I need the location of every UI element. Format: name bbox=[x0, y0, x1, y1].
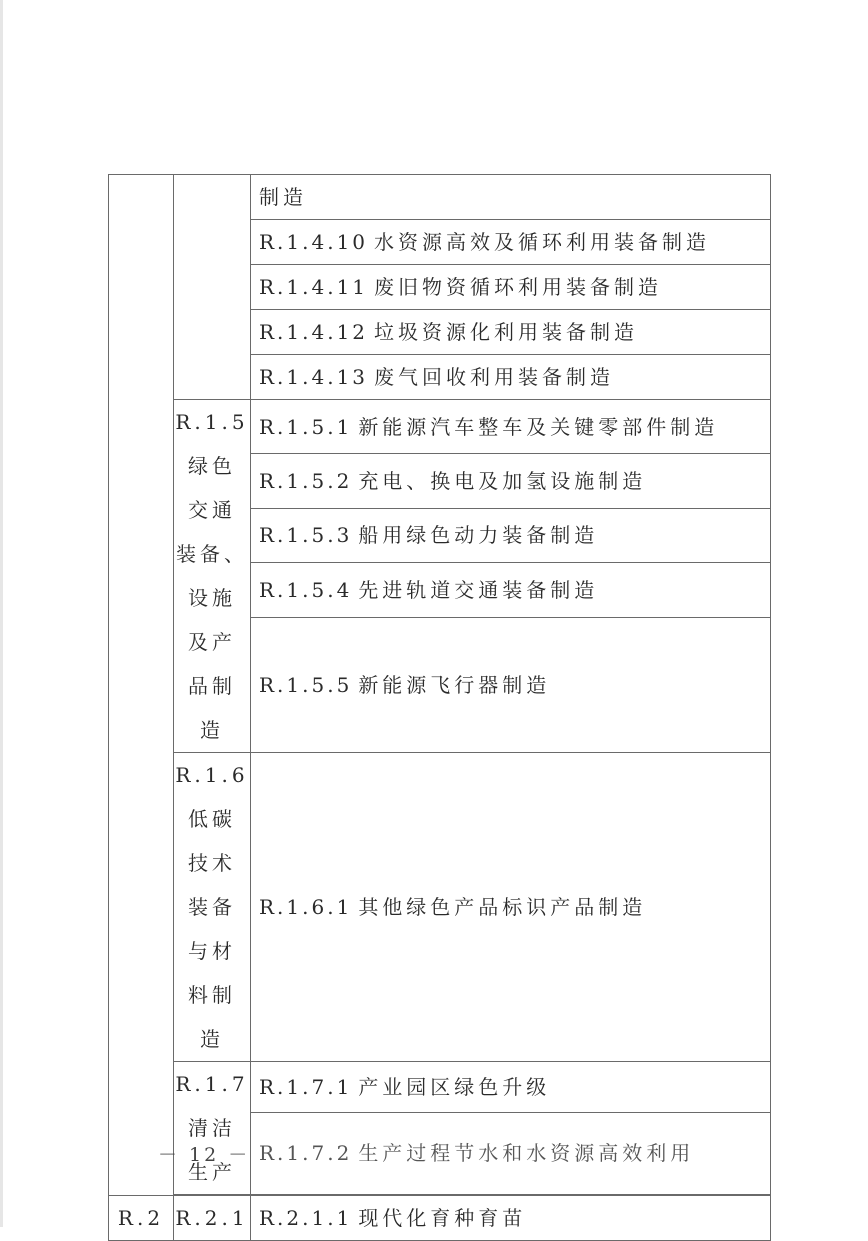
page-edge-shadow bbox=[0, 0, 3, 1227]
item-text: 现代化育种育苗 bbox=[358, 1206, 527, 1230]
level2-cell-r21 bbox=[174, 1196, 251, 1241]
item-code: R.1.4.12 bbox=[259, 320, 369, 344]
group-label-line: 品制 bbox=[188, 674, 236, 698]
item-code: R.1.4.10 bbox=[259, 230, 369, 254]
group-label-line: R.1.7 bbox=[175, 1072, 249, 1096]
item-cell bbox=[251, 220, 771, 265]
item-text: 废旧物资循环利用装备制造 bbox=[374, 275, 663, 299]
item-code: R.1.5.5 bbox=[259, 672, 353, 697]
group-label-line: 装备 bbox=[188, 895, 236, 919]
item-cell bbox=[251, 175, 771, 220]
item-cell bbox=[251, 563, 771, 617]
item-cell bbox=[251, 753, 771, 1062]
group-label-line: 交通 bbox=[188, 498, 236, 522]
level1-code: R.2 bbox=[117, 1206, 165, 1230]
item-code: R.2.1.1 bbox=[259, 1206, 353, 1230]
item-cell bbox=[251, 508, 771, 562]
group-label-line: 低碳 bbox=[188, 807, 236, 831]
table-row bbox=[109, 1062, 771, 1113]
item-code: R.1.7.2 bbox=[259, 1141, 353, 1166]
level2-code: R.2.1 bbox=[175, 1206, 249, 1230]
item-cell bbox=[251, 265, 771, 310]
item-cell bbox=[251, 454, 771, 508]
item-cell bbox=[251, 1112, 771, 1194]
table-row bbox=[109, 753, 771, 1062]
classification-table bbox=[108, 174, 771, 1241]
level2-cell-r15 bbox=[174, 400, 251, 753]
item-code: R.1.4.11 bbox=[259, 275, 369, 299]
item-code: R.1.5.1 bbox=[259, 414, 353, 439]
item-code: R.1.6.1 bbox=[259, 895, 353, 919]
item-code: R.1.5.3 bbox=[259, 523, 353, 548]
item-cell bbox=[251, 1062, 771, 1113]
group-label-line: 料制 bbox=[188, 983, 236, 1007]
group-label-line: 造 bbox=[200, 718, 224, 742]
group-label-line: 与材 bbox=[188, 939, 236, 963]
item-text: 充电、换电及加氢设施制造 bbox=[358, 469, 647, 494]
item-text: 船用绿色动力装备制造 bbox=[358, 523, 599, 548]
item-cell bbox=[251, 617, 771, 752]
item-code: R.1.7.1 bbox=[259, 1074, 353, 1099]
page-number: － 12 － bbox=[158, 1144, 251, 1166]
item-cell bbox=[251, 355, 771, 400]
item-text: 生产过程节水和水资源高效利用 bbox=[358, 1141, 695, 1166]
item-text: 新能源飞行器制造 bbox=[358, 672, 551, 697]
table-row bbox=[109, 1196, 771, 1241]
level2-cell-r16 bbox=[174, 753, 251, 1062]
group-label-line: 设施 bbox=[188, 586, 236, 610]
item-text: 废气回收利用装备制造 bbox=[374, 365, 615, 389]
group-label-line: 清洁 bbox=[188, 1116, 236, 1140]
group-label-line: 装备、 bbox=[176, 542, 248, 566]
level2-cell-r17 bbox=[174, 1062, 251, 1195]
item-code: R.1.5.4 bbox=[259, 577, 353, 602]
item-text: 垃圾资源化利用装备制造 bbox=[374, 320, 639, 344]
table-row bbox=[109, 175, 771, 220]
item-text: 水资源高效及循环利用装备制造 bbox=[374, 230, 711, 254]
item-code: R.1.5.2 bbox=[259, 469, 353, 494]
item-text: 制造 bbox=[259, 185, 307, 209]
item-code: R.1.4.13 bbox=[259, 365, 369, 389]
group-label-line: R.1.5 bbox=[175, 410, 249, 434]
level1-cell-r2 bbox=[109, 1196, 174, 1241]
item-text: 新能源汽车整车及关键零部件制造 bbox=[358, 414, 719, 439]
item-cell bbox=[251, 1196, 771, 1241]
group-label-line: 生产 bbox=[188, 1160, 236, 1184]
group-label-line: 技术 bbox=[188, 851, 236, 875]
level2-cell-r14-continued bbox=[174, 175, 251, 400]
item-text: 产业园区绿色升级 bbox=[358, 1074, 551, 1099]
table-row bbox=[109, 400, 771, 454]
item-cell bbox=[251, 310, 771, 355]
item-text: 先进轨道交通装备制造 bbox=[358, 577, 599, 602]
group-label-line: 造 bbox=[200, 1027, 224, 1051]
group-label-line: 绿色 bbox=[188, 454, 236, 478]
item-cell bbox=[251, 400, 771, 454]
item-text: 其他绿色产品标识产品制造 bbox=[358, 895, 647, 919]
group-label-line: R.1.6 bbox=[175, 763, 249, 787]
level1-cell-r1 bbox=[109, 175, 174, 1196]
group-label-line: 及产 bbox=[188, 630, 236, 654]
